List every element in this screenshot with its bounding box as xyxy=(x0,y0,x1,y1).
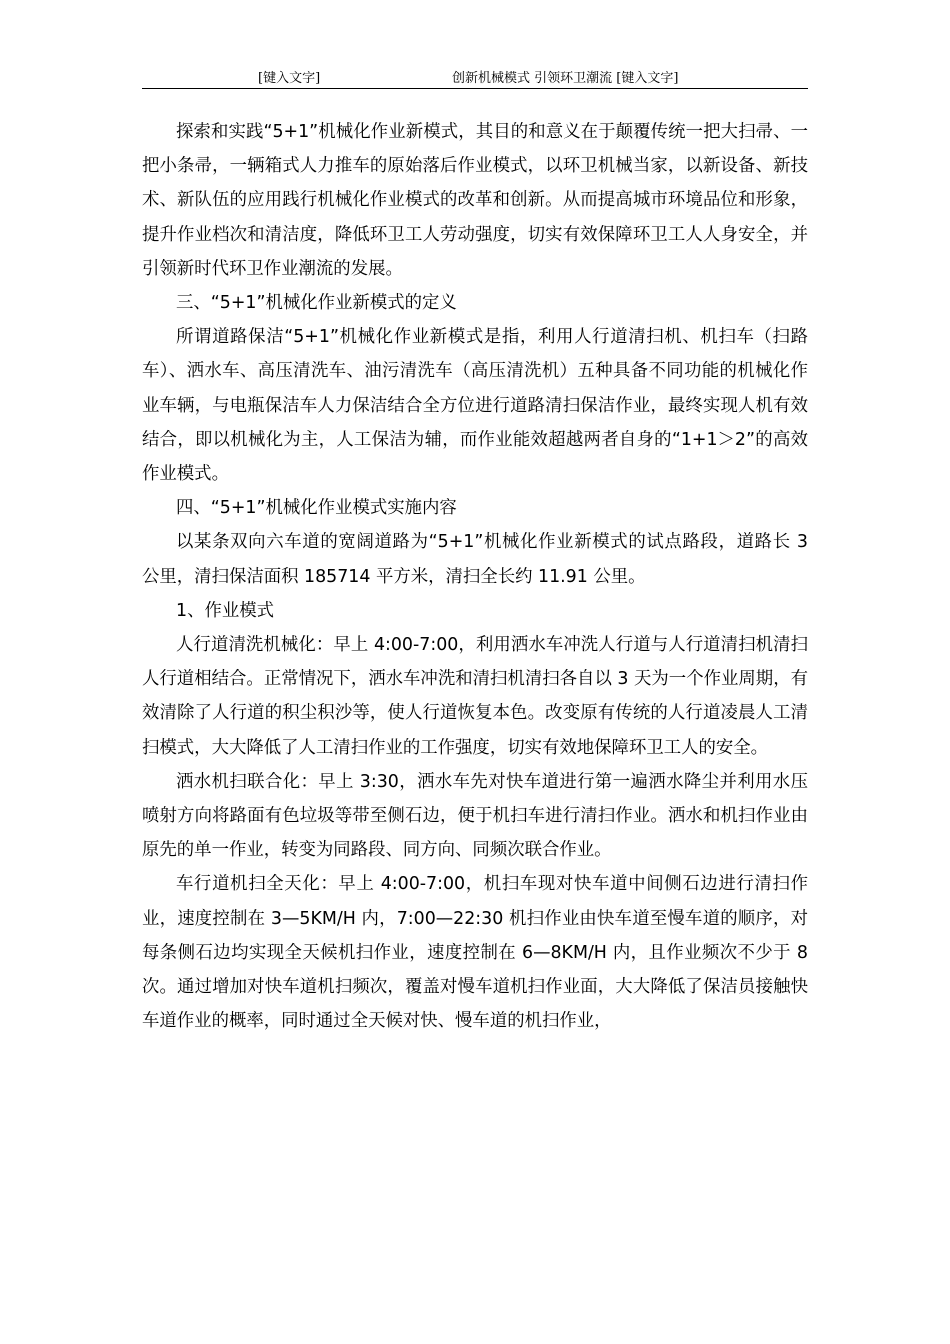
document-body xyxy=(142,115,808,1038)
section-heading-implementation: 四、“5+1”机械化作业模式实施内容 xyxy=(176,498,457,519)
paragraph-pilot-road: 以某条双向六车道的宽阔道路为“5+1”机械化作业新模式的试点路段，道路长 3 公里，清扫保洁面积 185714 平方米，清扫全长约 11.91 公里。 xyxy=(142,532,808,587)
page-header xyxy=(142,70,808,88)
header-divider xyxy=(142,88,808,89)
header-placeholder-left: [键入文字] xyxy=(258,71,321,86)
section-heading-definition: 三、“5+1”机械化作业新模式的定义 xyxy=(176,293,457,314)
paragraph-sprinkle-sweep: 洒水机扫联合化：早上 3:30，洒水车先对快车道进行第一遍洒水降尘并利用水压喷射方向将路面有色垃圾等带至侧石边，便于机扫车进行清扫作业。洒水和机扫作业由原先的单一作业，转变为同路段、同方向、同频次联合作业。 xyxy=(142,771,808,861)
paragraph-sidewalk-cleaning: 人行道清洗机械化：早上 4:00-7:00，利用洒水车冲洗人行道与人行道清扫机清扫人行道相结合。正常情况下，洒水车冲洗和清扫机清扫各自以 3 天为一个作业周期，有效清除了人行道的积尘积沙等，使人行道恢复本色。改变原有传统的人行道凌晨人工清扫模式，大大降低了人工清扫作业的工作强度，切实有效地保障环卫工人的安全。 xyxy=(142,635,808,758)
paragraph-roadway-sweeping: 车行道机扫全天化：早上 4:00-7:00，机扫车现对快车道中间侧石边进行清扫作业，速度控制在 3—5KM/H 内，7:00—22:30 机扫作业由快车道至慢车道的顺序，对每条侧石边均实现全天候机扫作业，速度控制在 6—8KM/H 内，且作业频次不少于 8 次。通过增加对快车道机扫频次，覆盖对慢车道机扫作业面，大大降低了保洁员接触快车道作业的概率，同时通过全天候对快、慢车道的机扫作业， xyxy=(142,874,808,1032)
subsection-heading-work-mode: 1、作业模式 xyxy=(176,600,275,621)
paragraph-definition: 所谓道路保洁“5+1”机械化作业新模式是指，利用人行道清扫机、机扫车（扫路车）、洒水车、高压清洗车、油污清洗车（高压清洗机）五种具备不同功能的机械化作业车辆，与电瓶保洁车人力保洁结合全方位进行道路清扫保洁作业，最终实现人机有效结合，即以机械化为主，人工保洁为辅，而作业能效超越两者自身的“1+1＞2”的高效作业模式。 xyxy=(142,327,808,485)
paragraph-purpose: 探索和实践“5+1”机械化作业新模式，其目的和意义在于颠覆传统一把大扫帚、一把小条帚，一辆箱式人力推车的原始落后作业模式，以环卫机械当家，以新设备、新技术、新队伍的应用践行机械化作业模式的改革和创新。从而提高城市环境品位和形象，提升作业档次和清洁度，降低环卫工人劳动强度，切实有效保障环卫工人人身安全，并引领新时代环卫作业潮流的发展。 xyxy=(142,122,808,279)
header-title: 创新机械模式 引领环卫潮流 [键入文字] xyxy=(452,71,679,86)
